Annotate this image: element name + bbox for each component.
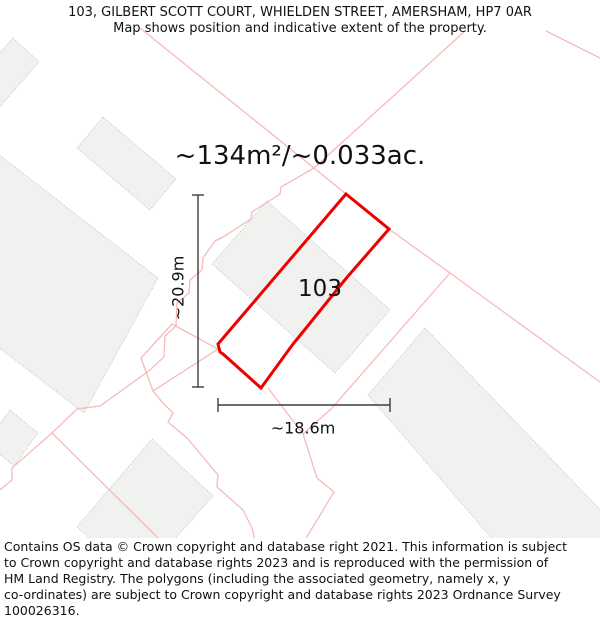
area-measurement-label: ~134m²/~0.033ac. [174, 141, 426, 171]
parcel-boundary-line [314, 168, 450, 273]
copyright-line: to Crown copyright and database rights 2023 and is reproduced with the permission of [4, 554, 549, 570]
parcel-boundary-line [450, 273, 600, 382]
copyright-line: 100026316. [4, 602, 80, 618]
horizontal-dimension-label: ~18.6m [270, 418, 336, 438]
header [0, 5, 600, 37]
map-description-subtitle: Map shows position and indicative extent of the property. [113, 21, 487, 36]
plot-number-label: 103 [298, 276, 342, 302]
vertical-dimension-label: ~20.9m [168, 255, 188, 321]
copyright-line: HM Land Registry. The polygons (including the associated geometry, namely x, y [4, 570, 511, 586]
building-footprint [0, 410, 38, 466]
property-address-title: 103, GILBERT SCOTT COURT, WHIELDEN STREET, AMERSHAM, HP7 0AR [68, 5, 532, 20]
copyright-line: co-ordinates) are subject to Crown copyright and database rights 2023 Ordnance Survey [4, 586, 561, 602]
building-footprint [0, 38, 39, 120]
copyright-notice [4, 539, 598, 619]
copyright-line: Contains OS data © Crown copyright and database right 2021. This information is subject [4, 539, 568, 554]
parcel-boundary [141, 324, 218, 391]
